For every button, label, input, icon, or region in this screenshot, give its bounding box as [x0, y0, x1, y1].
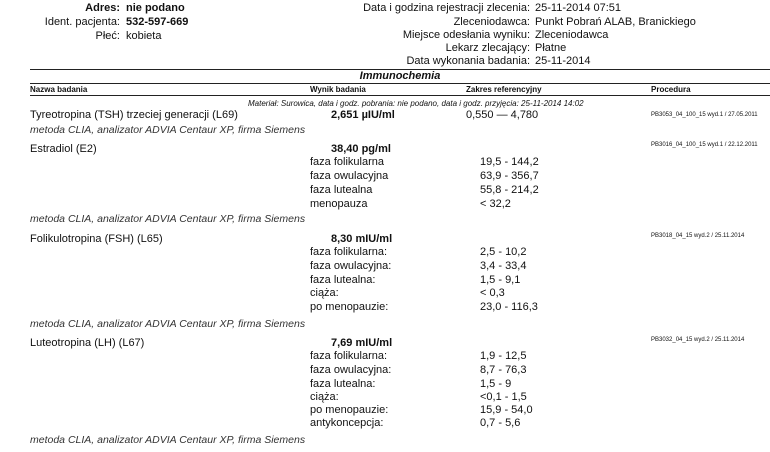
e2-phase-range: 63,9 - 356,7 [480, 170, 539, 182]
orderer-value: Punkt Pobrań ALAB, Branickiego [535, 16, 696, 28]
section-bottom-rule [30, 95, 770, 96]
lh-phase-range: 1,5 - 9 [480, 378, 512, 390]
lh-phase-range: 0,7 - 5,6 [480, 417, 521, 429]
tsh-method: metoda CLIA, analizator ADVIA Centaur XP, firma Siemens [30, 124, 306, 136]
tsh-name: Tyreotropina (TSH) trzeciej generacji (L69) [30, 109, 238, 121]
e2-phase-label: faza owulacyjna [310, 170, 389, 182]
lh-result: 7,69 mIU/ml [331, 337, 393, 349]
fsh-phase-range: 1,5 - 9,1 [480, 274, 521, 286]
address-value: nie podano [126, 2, 185, 14]
send-result-label: Miejsce odesłania wyniku: [402, 29, 530, 41]
lh-procedure: PB3032_04_15 wyd.2 / 25.11.2014 [651, 337, 745, 343]
fsh-phase-label: faza lutealna: [310, 274, 376, 286]
e2-phase-range: < 32,2 [480, 198, 511, 210]
e2-result: 38,40 pg/ml [331, 143, 391, 155]
send-result-value: Zleceniodawca [535, 29, 609, 41]
doctor-label: Lekarz zlecający: [445, 42, 530, 54]
lh-phase-range: 1,9 - 12,5 [480, 350, 527, 362]
patient-id-value: 532-597-669 [126, 16, 189, 28]
fsh-phase-label: faza owulacyjna: [310, 260, 392, 272]
tsh-procedure: PB3053_04_100_15 wyd.1 / 27.05.2011 [651, 112, 758, 118]
doctor-value: Płatne [535, 42, 567, 54]
registration-label: Data i godzina rejestracji zlecenia: [363, 2, 530, 14]
fsh-phase-range: < 0,3 [480, 287, 505, 299]
section-mid-rule [30, 83, 770, 84]
sex-label: Płeć: [95, 30, 120, 42]
fsh-procedure: PB3018_04_15 wyd.2 / 25.11.2014 [651, 233, 745, 239]
lh-phase-label: faza owulacyjna: [310, 364, 392, 376]
fsh-method: metoda CLIA, analizator ADVIA Centaur XP, firma Siemens [30, 318, 306, 330]
column-procedure-header: Procedura [651, 85, 691, 94]
fsh-phase-label: faza folikularna: [310, 246, 388, 258]
lh-phase-range: <0,1 - 1,5 [480, 391, 527, 403]
column-name-header: Nazwa badania [30, 85, 88, 94]
e2-phase-label: menopauza [310, 198, 368, 210]
column-result-header: Wynik badania [310, 85, 366, 94]
fsh-phase-label: ciąża: [310, 287, 339, 299]
address-label: Adres: [85, 2, 120, 14]
e2-name: Estradiol (E2) [30, 143, 97, 155]
e2-phase-label: faza lutealna [310, 184, 373, 196]
fsh-phase-range: 2,5 - 10,2 [480, 246, 527, 258]
e2-procedure: PB3016_04_100_15 wyd.1 / 22.12.2011 [651, 142, 758, 148]
fsh-phase-range: 3,4 - 33,4 [480, 260, 527, 272]
orderer-label: Zleceniodawca: [453, 16, 530, 28]
lh-phase-label: ciąża: [310, 391, 339, 403]
execution-date-label: Data wykonania badania: [406, 55, 530, 67]
fsh-name: Folikulotropina (FSH) (L65) [30, 233, 163, 245]
section-title: Immunochemia [359, 70, 441, 82]
lh-phase-label: faza folikularna: [310, 350, 388, 362]
lh-phase-range: 15,9 - 54,0 [480, 404, 533, 416]
fsh-result: 8,30 mIU/ml [331, 233, 393, 245]
lh-method: metoda CLIA, analizator ADVIA Centaur XP, firma Siemens [30, 434, 306, 446]
execution-date-value: 25-11-2014 [535, 55, 591, 67]
registration-value: 25-11-2014 07:51 [535, 2, 622, 14]
material-note: Materiał: Surowica, data i godz. pobrania: nie podano, data i godz. przyjęcia: 25-11-2014 14:02 [248, 99, 584, 108]
e2-phase-label: faza folikularna [310, 156, 384, 168]
tsh-result: 2,651 µIU/ml [331, 109, 395, 121]
patient-id-label: Ident. pacjenta: [44, 16, 120, 28]
fsh-phase-label: po menopauzie: [310, 301, 389, 313]
column-range-header: Zakres referencyjny [466, 85, 542, 94]
lh-phase-label: faza lutealna: [310, 378, 376, 390]
sex-value: kobieta [126, 30, 162, 42]
e2-phase-range: 55,8 - 214,2 [480, 184, 539, 196]
lh-phase-range: 8,7 - 76,3 [480, 364, 527, 376]
lh-phase-label: po menopauzie: [310, 404, 389, 416]
e2-phase-range: 19,5 - 144,2 [480, 156, 539, 168]
lh-name: Luteotropina (LH) (L67) [30, 337, 145, 349]
tsh-range: 0,550 — 4,780 [466, 109, 539, 121]
e2-method: metoda CLIA, analizator ADVIA Centaur XP, firma Siemens [30, 213, 306, 225]
lh-phase-label: antykoncepcja: [310, 417, 384, 429]
fsh-phase-range: 23,0 - 116,3 [480, 301, 538, 313]
